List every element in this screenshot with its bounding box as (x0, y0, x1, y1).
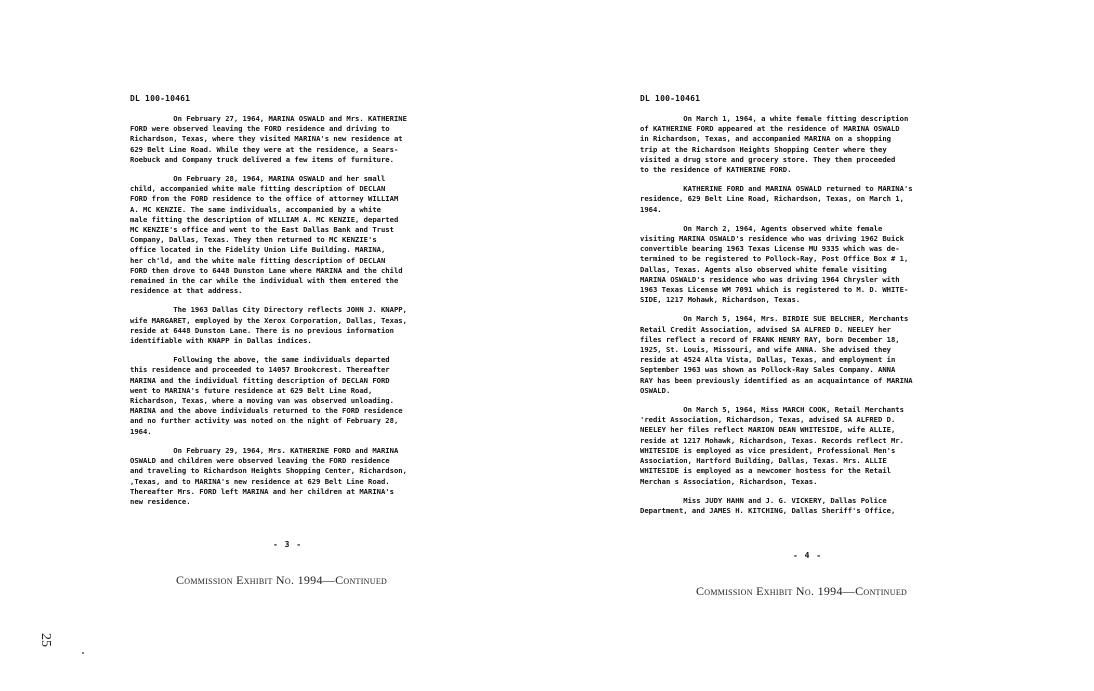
file-number: DL 100-10461 (640, 94, 701, 103)
text-line: her ch'ld, and the white male fitting description of DECLAN (130, 255, 386, 265)
text-line: On February 27, 1964, MARINA OSWALD and Mrs. KATHERINE (130, 114, 407, 123)
text-line: On February 29, 1964, Mrs. KATHERINE FORD and MARINA (130, 445, 399, 455)
text-line: male fitting the description of WILLIAM A. MC KENZIE, departed (130, 214, 399, 224)
text-line: WHITESIDE is employed as a newcomer hostess for the Retail (640, 466, 891, 476)
text-line: and no further activity was noted on the night of February 28, (130, 416, 399, 426)
text-line: Merchan s Association, Richardson, Texas. (640, 476, 818, 486)
file-number: DL 100-10461 (130, 94, 191, 103)
text-line: MARINA OSWALD's residence who was driving 1964 Chrysler with (640, 274, 900, 284)
text-line: A. MC KENZIE. The same individuals, accompanied by a white (130, 204, 381, 214)
text-line: MARINA and the individual fitting description of DECLAN FORD (130, 375, 390, 385)
text-line: ,Texas, and to MARINA's new residence at 629 Belt Line Road. (130, 476, 390, 486)
text-line: in Richardson, Texas, and accompanied MARINA on a shopping (640, 134, 891, 144)
text-line: Richardson, Texas, where they visited MARINA's new residence at (130, 134, 403, 144)
text-line: On March 1, 1964, a white female fitting description (640, 114, 909, 123)
exhibit-caption: Commission Exhibit No. 1994—Continued (696, 584, 908, 598)
text-line: files reflect a record of FRANK HENRY RAY, born December 18, (640, 334, 900, 344)
text-line: On February 28, 1964, MARINA OSWALD and her small (130, 174, 386, 184)
text-line: 629 Belt Line Road. While they were at the residence, a Sears- (130, 144, 399, 154)
text-line: Following the above, the same individuals departed (130, 355, 390, 365)
text-line: OSWALD. (640, 385, 671, 395)
text-line: Thereafter Mrs. FORD left MARINA and her children at MARINA's (130, 486, 394, 496)
text-line: went to MARINA's future residence at 629 Belt Line Road, (130, 385, 373, 395)
paragraph (640, 405, 1000, 487)
text-line: residence, 629 Belt Line Road, Richardson, Texas, on March 1, (640, 194, 904, 204)
paragraph (130, 305, 500, 346)
text-line: wife MARGARET, employed by the Xerox Corporation, Dallas, Texas, (130, 315, 407, 325)
speck (82, 652, 84, 654)
text-line: remained in the car while the individual with them entered the (130, 276, 399, 286)
text-line: Dallas, Texas. Agents also observed white female visiting (640, 264, 887, 274)
text-line: September 1963 was shown as Pollock-Ray Sales Company. ANNA (640, 365, 896, 375)
text-line: trip at the Richardson Heights Shopping Center where they (640, 144, 887, 154)
text-line: NEELEY her files reflect MARION DEAN WHITESIDE, wife ALLIE, (640, 425, 896, 435)
text-line: convertible bearing 1963 Texas License MU 9335 which was de- (640, 244, 900, 254)
paragraph (130, 446, 500, 507)
text-line: RAY has been previously identified as an acquaintance of MARINA (640, 375, 913, 385)
exhibit-caption: Commission Exhibit No. 1994—Continued (176, 573, 388, 587)
text-line: The 1963 Dallas City Directory reflects JOHN J. KNAPP, (130, 305, 407, 315)
text-line: residence at that address. (130, 286, 243, 296)
text-line: reside at 1217 Mohawk, Richardson, Texas. Records reflect Mr. (640, 435, 904, 445)
text-line: Retail Credit Association, advised SA ALFRED D. NEELEY her (640, 324, 891, 334)
text-line: child, accompanied white male fitting description of DECLAN (130, 184, 386, 194)
paragraph (640, 314, 1000, 396)
text-line: KATHERINE FORD and MARINA OSWALD returned to MARINA's (640, 184, 913, 194)
text-line: MC KENZIE's office and went to the East Dallas Bank and Trust (130, 225, 394, 235)
text-line: visited a drug store and grocery store. They then proceeded (640, 154, 896, 164)
text-line: of KATHERINE FORD appeared at the residence of MARINA OSWALD (640, 124, 900, 134)
text-line: Miss JUDY HAHN and J. G. VICKERY, Dallas Police (640, 495, 887, 505)
paragraph (640, 184, 1000, 215)
text-line: WHITESIDE is employed as vice president, Professional Men's (640, 445, 896, 455)
text-line: Richardson, Texas, where a moving van was observed unloading. (130, 396, 394, 406)
text-line: FORD were observed leaving the FORD residence and driving to (130, 124, 390, 134)
paragraph (640, 114, 1000, 175)
text-line: this residence and proceeded to 14057 Brookcrest. Thereafter (130, 365, 390, 375)
text-line: On March 5, 1964, Mrs. BIRDIE SUE BELCHER, Merchants (640, 314, 909, 324)
page-number: - 4 - (793, 551, 823, 560)
text-line: and traveling to Richardson Heights Shopping Center, Richardson, (130, 466, 407, 476)
text-line: 1963 Texas License WM 7091 which is registered to M. D. WHITE- (640, 285, 909, 295)
margin-page-number: 25 (38, 633, 53, 647)
page-body (640, 114, 1000, 525)
text-line: 1925, St. Louis, Missouri, and wife ANNA. She advised they (640, 345, 891, 355)
text-line: to the residence of KATHERINE FORD. (640, 165, 792, 175)
text-line: FORD then drove to 6448 Dunston Lane where MARINA and the child (130, 265, 403, 275)
text-line: 'redit Association, Richardson, Texas, advised SA ALFRED D. (640, 415, 896, 425)
page-body (130, 114, 500, 516)
paragraph (130, 114, 500, 165)
text-line: Association, Hartford Building, Dallas, Texas. Mrs. ALLIE (640, 456, 887, 466)
text-line: identifiable with KNAPP in Dallas indices. (130, 336, 312, 346)
text-line: On March 5, 1964, Miss MARCH COOK, Retail Merchants (640, 405, 904, 415)
paragraph (130, 174, 500, 296)
text-line: FORD from the FORD residence to the office of attorney WILLIAM (130, 194, 399, 204)
text-line: Company, Dallas, Texas. They then returned to MC KENZIE's (130, 235, 377, 245)
text-line: reside at 6448 Dunston Lane. There is no previous information (130, 325, 394, 335)
page-number: - 3 - (273, 540, 303, 549)
paragraph (130, 355, 500, 437)
paragraph (640, 496, 1000, 516)
text-line: Department, and JAMES H. KITCHING, Dallas Sheriff's Office, (640, 505, 896, 515)
text-line: 1964. (130, 426, 152, 436)
text-line: OSWALD and children were observed leaving the FORD residence (130, 456, 390, 466)
text-line: termined to be registered to Pollock-Ray, Post Office Box # 1, (640, 254, 909, 264)
text-line: reside at 4524 Alta Vista, Dallas, Texas, and employment in (640, 355, 896, 365)
text-line: office located in the Fidelity Union Life Building. MARINA, (130, 245, 386, 255)
text-line: Roebuck and Company truck delivered a few items of furniture. (130, 154, 394, 164)
paragraph (640, 224, 1000, 306)
text-line: SIDE, 1217 Mohawk, Richardson, Texas. (640, 295, 801, 305)
text-line: MARINA and the above individuals returned to the FORD residence (130, 406, 403, 416)
text-line: On March 2, 1964, Agents observed white female (640, 223, 883, 233)
text-line: 1964. (640, 204, 662, 214)
text-line: new residence. (130, 496, 191, 506)
text-line: visiting MARINA OSWALD's residence who was driving 1962 Buick (640, 234, 904, 244)
